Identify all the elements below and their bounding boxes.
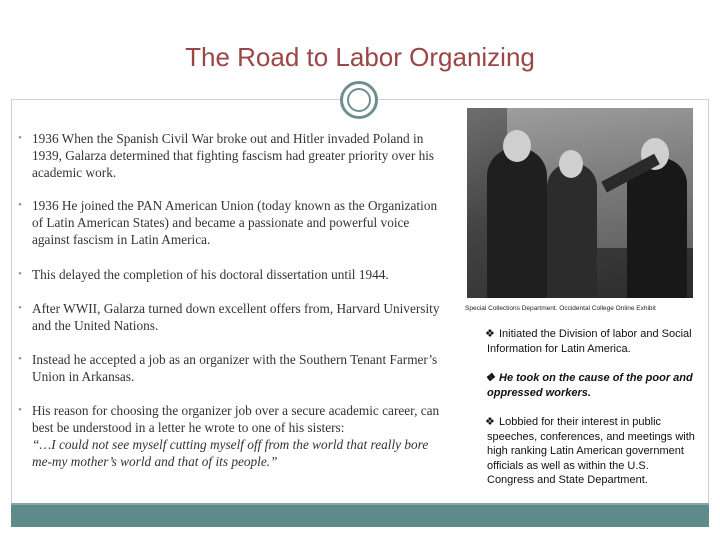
side-point xyxy=(487,415,697,488)
bullet-text: After WWII, Galarza turned down excellent offers from, Harvard University and the United Nations. xyxy=(32,301,440,333)
photo-person-left xyxy=(487,148,547,298)
bullet-marker: • xyxy=(18,268,22,280)
historical-photo xyxy=(467,108,693,298)
bullet-marker: • xyxy=(18,132,22,144)
side-point-text: He took on the cause of the poor and oppressed workers. xyxy=(487,372,693,399)
photo-head xyxy=(503,130,531,162)
side-point-text: Lobbied for their interest in public speeches, conferences, and meetings with high ranking Latin American government officials as well as within the U.S. Congress and State Department. xyxy=(487,416,695,486)
bullet-text-main: His reason for choosing the organizer job over a secure academic career, can best be understood in a letter he wrote to one of his sisters: xyxy=(32,403,440,435)
bullet-marker: • xyxy=(18,302,22,314)
footer-bar xyxy=(11,503,709,527)
bullet-marker: • xyxy=(18,404,22,416)
bullet-text: Instead he accepted a job as an organizer with the Southern Tenant Farmer’s Union in Arkansas. xyxy=(32,352,438,384)
side-point-text: Initiated the Division of labor and Social Information for Latin America. xyxy=(487,328,692,355)
bullet-text: This delayed the completion of his doctoral dissertation until 1944. xyxy=(32,267,389,282)
photo-head xyxy=(559,150,583,178)
diamond-bullet-icon: ❖ xyxy=(485,328,495,340)
side-point xyxy=(487,371,697,400)
photo-caption: Special Collections Department. Occidental College Online Exhibit xyxy=(465,305,656,312)
bullet-marker: • xyxy=(18,353,22,365)
bullet-text xyxy=(32,402,448,470)
bullet-text: 1936 He joined the PAN American Union (today known as the Organization of Latin American States) and became a passionate and powerful voice against fascism in Latin America. xyxy=(32,198,438,247)
photo-person-middle xyxy=(547,163,597,298)
diamond-bullet-icon: ❖ xyxy=(485,372,495,384)
diamond-bullet-icon: ❖ xyxy=(485,416,495,428)
bullet-marker: • xyxy=(18,199,22,211)
letter-quote: “…I could not see myself cutting myself off from the world that really bore me-my mother’s world and that of its people.” xyxy=(32,437,429,469)
divider-ring-icon xyxy=(340,81,378,119)
side-point xyxy=(487,327,697,356)
photo-person-right xyxy=(627,158,687,298)
slide-title: The Road to Labor Organizing xyxy=(185,42,535,72)
bullet-text: 1936 When the Spanish Civil War broke out and Hitler invaded Poland in 1939, Galarza determined that fighting fascism had greater priority over his academic work. xyxy=(32,131,435,180)
